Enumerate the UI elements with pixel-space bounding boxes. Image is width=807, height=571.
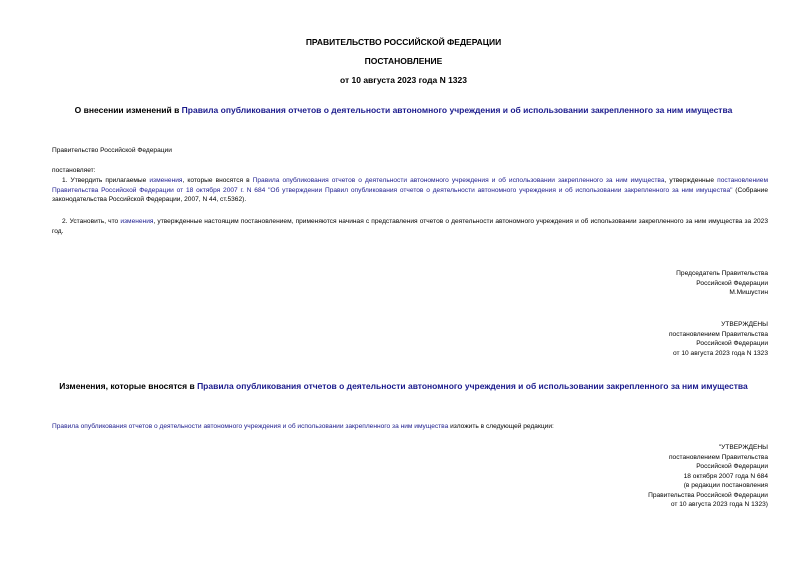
quote-line-5: (в редакции постановления	[683, 482, 768, 489]
approved-line-2: постановлением Правительства	[668, 330, 768, 338]
changes-paragraph	[52, 422, 768, 432]
title-prefix: О внесении изменений в	[74, 105, 182, 115]
signature-position: Председатель Правительства	[676, 270, 768, 277]
p1-text-b: , которые вносятся в	[182, 177, 253, 184]
p1-link-rules[interactable]: Правила опубликования отчетов о деятельности автономного учреждения и об использовании закрепленного за ним имущества	[252, 177, 665, 184]
p1-link-changes[interactable]: изменения	[149, 177, 183, 184]
quote-line-7: от 10 августа 2023 года N 1323)	[670, 501, 768, 508]
signature-block	[468, 269, 768, 298]
quote-approved-block	[468, 443, 768, 510]
p2-link-changes[interactable]: изменения	[120, 218, 154, 225]
quote-line-2: постановлением Правительства	[668, 453, 768, 461]
changes-text: изложить в следующей редакции:	[448, 423, 554, 430]
issuer-text: Правительство Российской Федерации	[52, 147, 172, 154]
p1-text-a: 1. Утвердить прилагаемые	[62, 177, 150, 184]
paragraph-2	[52, 217, 768, 236]
quote-line-6: Правительства Российской Федерации	[648, 491, 768, 499]
approved-line-3: Российской Федерации	[696, 340, 768, 347]
changes-title	[0, 381, 807, 391]
document-title	[0, 105, 807, 115]
paragraph-1	[52, 176, 768, 205]
issuer	[52, 146, 768, 156]
p1-text-c: , утвержденные	[664, 177, 718, 184]
decrees	[52, 166, 768, 176]
signature-country: Российской Федерации	[696, 279, 768, 287]
document-type: ПОСТАНОВЛЕНИЕ	[364, 56, 443, 66]
changes-rules-link[interactable]: Правила опубликования отчетов о деятельности автономного учреждения и об использовании закрепленного за ним имущества	[52, 423, 449, 430]
government-heading: ПРАВИТЕЛЬСТВО РОССИЙСКОЙ ФЕДЕРАЦИИ	[305, 37, 502, 47]
approved-line-4: от 10 августа 2023 года N 1323	[673, 349, 768, 357]
decrees-text: постановляет:	[52, 167, 96, 174]
p1-text-d: (Собрание законодательства Российской Федерации, 2007, N 44, ст.5362).	[52, 186, 768, 203]
title-link-rules[interactable]: Правила опубликования отчетов о деятельности автономного учреждения и об использовании закрепленного за ним имущества	[181, 105, 733, 115]
changes-title-prefix: Изменения, которые вносятся в	[59, 381, 198, 391]
quote-approved-label: "УТВЕРЖДЕНЫ	[718, 444, 768, 451]
document-date-number: от 10 августа 2023 года N 1323	[340, 75, 467, 85]
signature-name: М.Мишустин	[729, 289, 768, 296]
quote-line-3: Российской Федерации	[696, 463, 768, 470]
p2-text-a: 2. Установить, что	[62, 218, 121, 225]
changes-title-link[interactable]: Правила опубликования отчетов о деятельности автономного учреждения и об использовании закрепленного за ним имущества	[197, 381, 748, 391]
approved-label: УТВЕРЖДЕНЫ	[721, 321, 768, 328]
quote-line-4: 18 октября 2007 года N 684	[683, 472, 768, 480]
p2-text-b: , утвержденные настоящим постановлением, применяются начиная с представления отчетов о деятельности автономного учреждения и об использовании закрепленного за ним имущества за 2023 год.	[52, 218, 768, 235]
approved-block	[468, 320, 768, 358]
p1-link-decree-684[interactable]: постановлением Правительства Российской Федерации от 18 октября 2007 г. N 684 "Об утверждении Правил опубликования отчетов о деятельности автономного учреждения и об использовании закрепленного за ним имущества"	[52, 177, 768, 194]
